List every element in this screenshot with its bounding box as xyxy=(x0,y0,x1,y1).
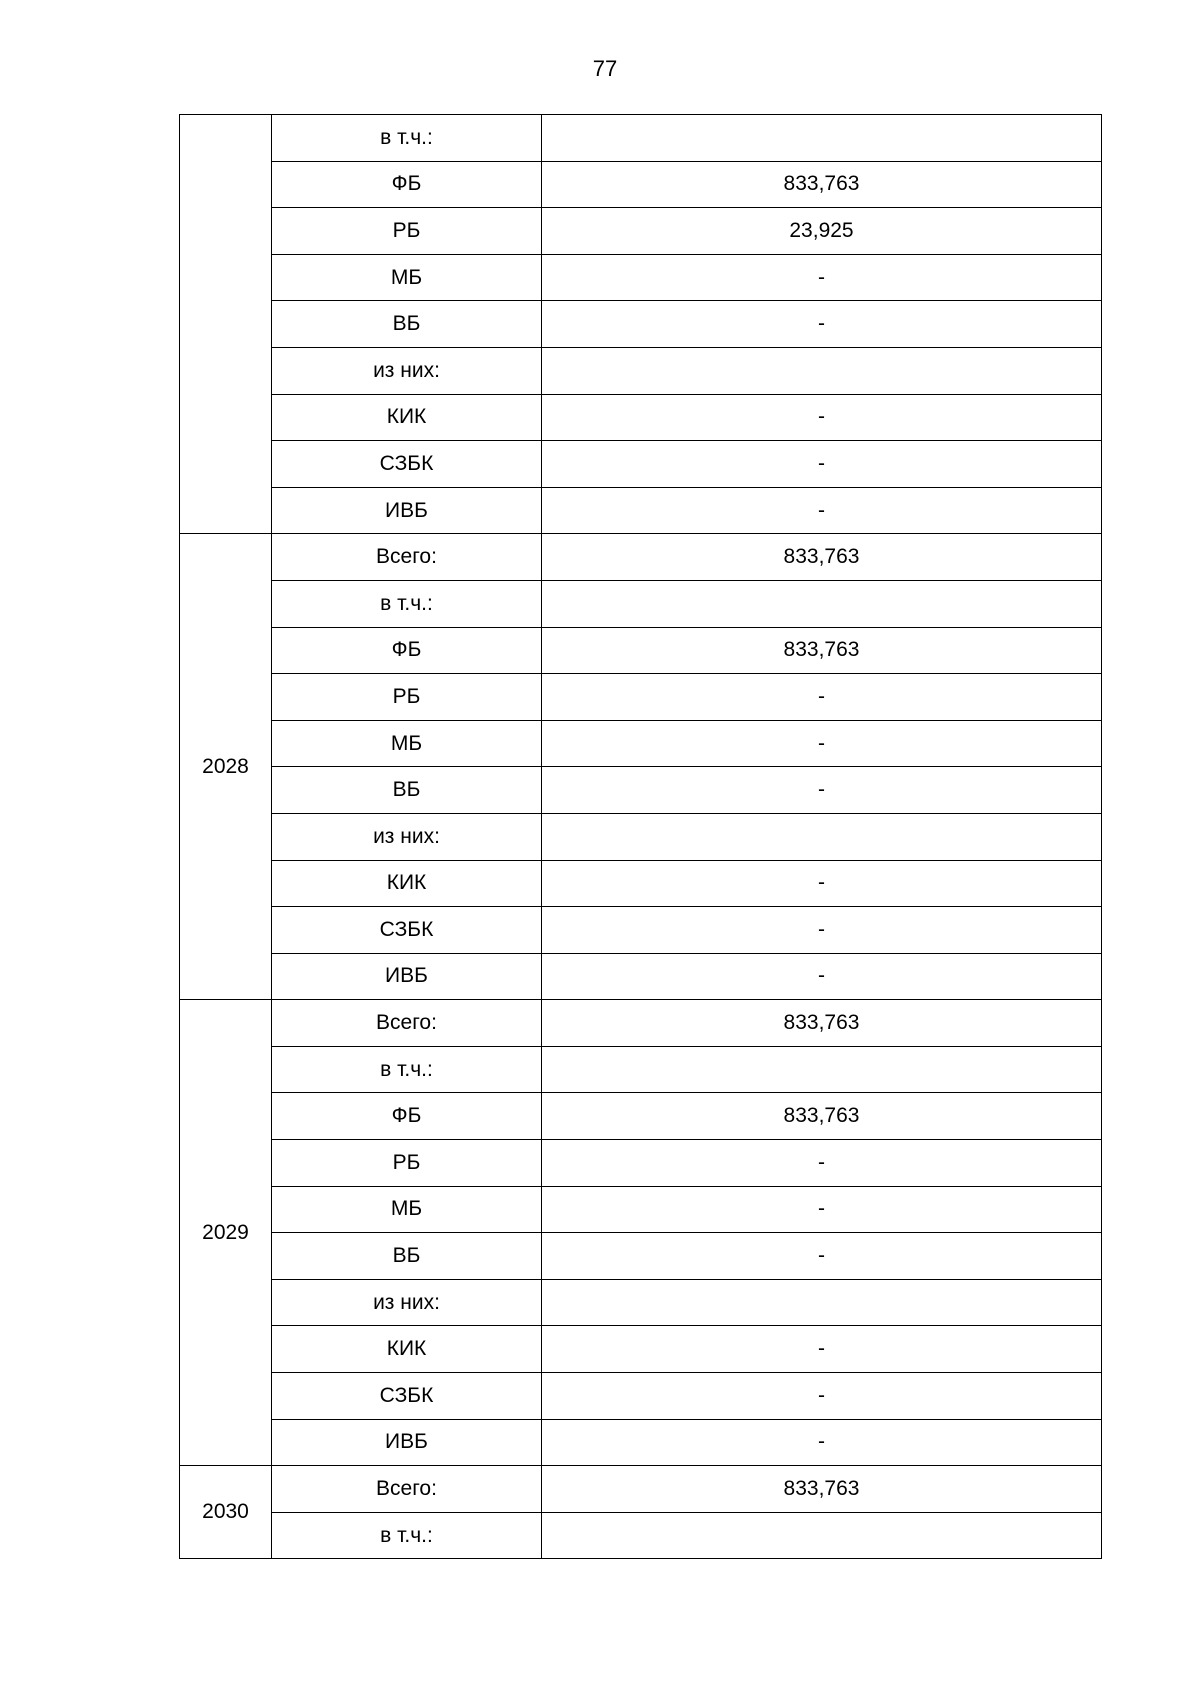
table-row xyxy=(180,1279,1102,1326)
source-label-cell: из них: xyxy=(272,347,542,394)
source-label-cell: СЗБК xyxy=(272,907,542,954)
amount-cell: 833,763 xyxy=(542,1000,1102,1047)
amount-cell xyxy=(542,1046,1102,1093)
table-row xyxy=(180,1419,1102,1466)
amount-cell: - xyxy=(542,674,1102,721)
amount-cell xyxy=(542,580,1102,627)
table-row xyxy=(180,208,1102,255)
table-row xyxy=(180,534,1102,581)
table-row xyxy=(180,254,1102,301)
source-label-cell: ФБ xyxy=(272,627,542,674)
table-row xyxy=(180,1512,1102,1559)
table-row xyxy=(180,1046,1102,1093)
amount-cell: - xyxy=(542,1419,1102,1466)
source-label-cell: ИВБ xyxy=(272,1419,542,1466)
source-label-cell: в т.ч.: xyxy=(272,1046,542,1093)
source-label-cell: КИК xyxy=(272,394,542,441)
amount-cell: 833,763 xyxy=(542,1093,1102,1140)
amount-cell xyxy=(542,1512,1102,1559)
amount-cell xyxy=(542,1279,1102,1326)
table-row xyxy=(180,860,1102,907)
amount-cell xyxy=(542,347,1102,394)
table-row xyxy=(180,1000,1102,1047)
amount-cell: - xyxy=(542,953,1102,1000)
source-label-cell: ВБ xyxy=(272,301,542,348)
table-row xyxy=(180,115,1102,162)
table-row xyxy=(180,1093,1102,1140)
amount-cell: 833,763 xyxy=(542,1466,1102,1513)
table-row xyxy=(180,674,1102,721)
table-row xyxy=(180,347,1102,394)
source-label-cell: МБ xyxy=(272,1186,542,1233)
source-label-cell: ФБ xyxy=(272,161,542,208)
amount-cell: - xyxy=(542,907,1102,954)
source-label-cell: Всего: xyxy=(272,1000,542,1047)
amount-cell: 23,925 xyxy=(542,208,1102,255)
table-row xyxy=(180,627,1102,674)
source-label-cell: в т.ч.: xyxy=(272,115,542,162)
year-cell: 2029 xyxy=(180,1000,272,1466)
table-row xyxy=(180,301,1102,348)
amount-cell: - xyxy=(542,1140,1102,1187)
amount-cell: - xyxy=(542,394,1102,441)
table-row xyxy=(180,767,1102,814)
amount-cell: - xyxy=(542,767,1102,814)
amount-cell: 833,763 xyxy=(542,627,1102,674)
source-label-cell: в т.ч.: xyxy=(272,1512,542,1559)
source-label-cell: СЗБК xyxy=(272,1373,542,1420)
year-cell: 2030 xyxy=(180,1466,272,1559)
table-row xyxy=(180,907,1102,954)
table-row xyxy=(180,1140,1102,1187)
source-label-cell: ИВБ xyxy=(272,953,542,1000)
source-label-cell: РБ xyxy=(272,674,542,721)
source-label-cell: Всего: xyxy=(272,534,542,581)
amount-cell: - xyxy=(542,720,1102,767)
table-row xyxy=(180,1466,1102,1513)
source-label-cell: Всего: xyxy=(272,1466,542,1513)
source-label-cell: из них: xyxy=(272,1279,542,1326)
source-label-cell: ФБ xyxy=(272,1093,542,1140)
year-cell xyxy=(180,115,272,534)
source-label-cell: в т.ч.: xyxy=(272,580,542,627)
amount-cell: - xyxy=(542,1373,1102,1420)
source-label-cell: МБ xyxy=(272,254,542,301)
amount-cell: - xyxy=(542,487,1102,534)
amount-cell: - xyxy=(542,860,1102,907)
amount-cell xyxy=(542,115,1102,162)
table-row xyxy=(180,161,1102,208)
amount-cell: - xyxy=(542,441,1102,488)
source-label-cell: СЗБК xyxy=(272,441,542,488)
table-row xyxy=(180,953,1102,1000)
table-row xyxy=(180,487,1102,534)
table-row xyxy=(180,394,1102,441)
amount-cell xyxy=(542,813,1102,860)
amount-cell: - xyxy=(542,301,1102,348)
source-label-cell: ИВБ xyxy=(272,487,542,534)
amount-cell: - xyxy=(542,1186,1102,1233)
table-row xyxy=(180,720,1102,767)
source-label-cell: ВБ xyxy=(272,767,542,814)
source-label-cell: РБ xyxy=(272,208,542,255)
amount-cell: - xyxy=(542,1233,1102,1280)
table-row xyxy=(180,813,1102,860)
source-label-cell: ВБ xyxy=(272,1233,542,1280)
page-number: 77 xyxy=(592,56,618,81)
source-label-cell: из них: xyxy=(272,813,542,860)
table-row xyxy=(180,441,1102,488)
amount-cell: - xyxy=(542,1326,1102,1373)
table-row xyxy=(180,1186,1102,1233)
funding-table xyxy=(179,114,1102,1559)
table-row xyxy=(180,1373,1102,1420)
amount-cell: 833,763 xyxy=(542,534,1102,581)
table-row xyxy=(180,580,1102,627)
table-row xyxy=(180,1326,1102,1373)
source-label-cell: РБ xyxy=(272,1140,542,1187)
amount-cell: 833,763 xyxy=(542,161,1102,208)
table-row xyxy=(180,1233,1102,1280)
source-label-cell: МБ xyxy=(272,720,542,767)
source-label-cell: КИК xyxy=(272,1326,542,1373)
year-cell: 2028 xyxy=(180,534,272,1000)
amount-cell: - xyxy=(542,254,1102,301)
source-label-cell: КИК xyxy=(272,860,542,907)
